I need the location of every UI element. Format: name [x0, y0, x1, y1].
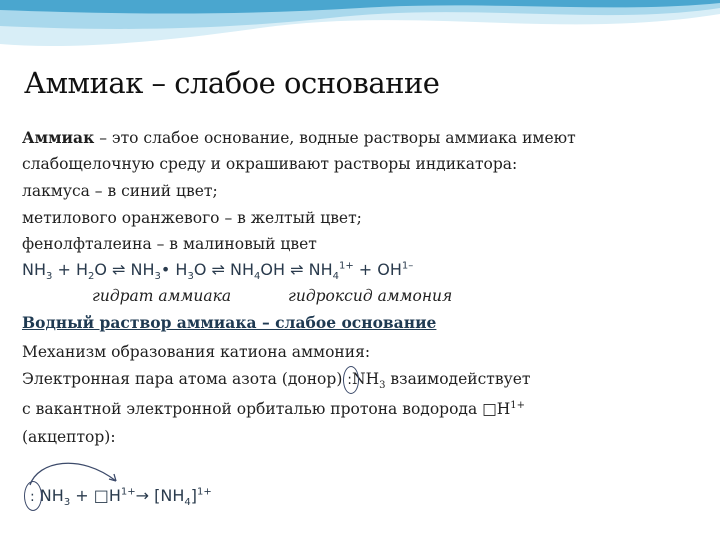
- equilibrium-equation: $NH_3 + H_2O$ ⇌ $NH_3•$ $H_3O$ ⇌ $NH_4OH$ ⇌ $NH_4^{1+} + OH^{1-}$: [22, 260, 414, 283]
- label-hydroxide: гидроксид аммония: [288, 287, 453, 305]
- label-hydrate: гидрат аммиака: [92, 287, 232, 305]
- text-line-4: метилового оранжевого – в желтый цвет;: [22, 209, 362, 227]
- mechanism-line-3: с вакантной электронной орбиталью протона водорода $□H^{1+}$: [22, 400, 526, 419]
- text-line-5: фенолфталеина – в малиновый цвет: [22, 235, 317, 253]
- text-line-1: [22, 128, 576, 147]
- line1-rest: – это слабое основание, водные растворы аммиака имеют: [94, 129, 576, 147]
- mechanism-line-2: Электронная пара атома азота (донор) $:NH_3$ взаимодействует: [22, 370, 530, 391]
- electron-pair-2: :: [30, 486, 35, 505]
- ammonia-bold: Аммиак: [22, 128, 95, 147]
- slide-title: Аммиак – слабое основание: [24, 66, 440, 100]
- final-equation: : $NH_3$ + $□H^{1+}\to [NH_4]^{1+}$: [30, 486, 212, 508]
- electron-pair-ellipse: [343, 366, 359, 394]
- text-line-3: лакмуса – в синий цвет;: [22, 182, 218, 200]
- electron-pair: :: [347, 370, 352, 388]
- mechanism-line-1: Механизм образования катиона аммония:: [22, 343, 371, 361]
- mechanism-line-4: (акцептор):: [22, 428, 116, 446]
- electron-pair-ellipse-2: [24, 481, 42, 511]
- underlined-heading: Водный раствор аммиака – слабое основание: [22, 313, 437, 332]
- text-line-2: слабощелочную среду и окрашивают растворы индикатора:: [22, 155, 518, 173]
